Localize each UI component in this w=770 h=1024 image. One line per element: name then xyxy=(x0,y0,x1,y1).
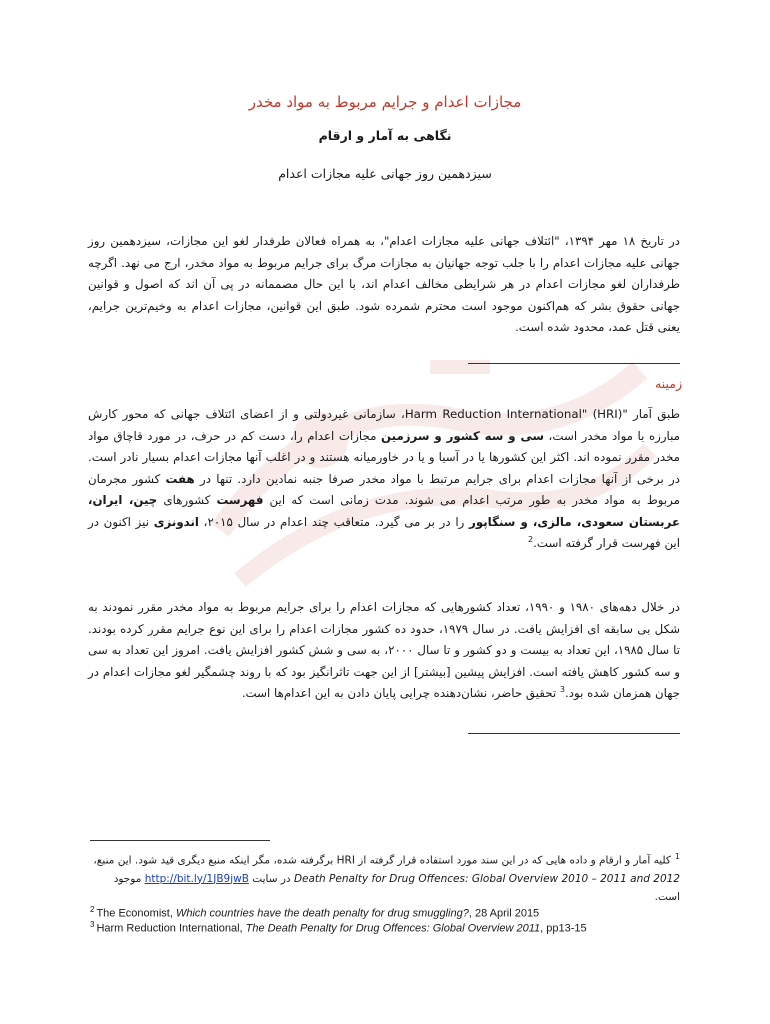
background-paragraph-1: طبق آمار "Harm Reduction International" (HRI)، سازمانی غیردولتی و از اعضای ائتلاف جهانی که محور کارش مبارزه با مواد مخدر است، سی و سه کشور و سرزمین مجازات اعدام را، دست کم در حرف، در مورد قاچاق مواد مخدر مقرر نموده اند. اکثر این کشورها یا در آسیا و یا در خاورمیانه هستند و در اغلب آنها مجازات اعدام بسیار نادر است. در برخی از آنها مجازات اعدام برای جرایم مرتبط با مواد مخدر صرفا جنبه نمادین دارد. تنها در هفت کشور مجرمان مربوط به مواد مخدر به طور مرتب اعدام می شوند. مدت زمانی است که این فهرست کشورهای چین، ایران، عربستان سعودی، مالزی، و سنگاپور را در بر می گیرد. متعاقب چند اعدام در سال ۲۰۱۵، اندونزی نیز اکنون در این فهرست قرار گرفته است.$^2$ xyxy=(88,407,681,550)
footnote-ref-3[interactable]: 3 xyxy=(559,685,565,695)
document-subtitle: نگاهی به آمار و ارقام xyxy=(318,128,452,143)
footnote-2: $^2$ The Economist, Which countries have the death penalty for drug smuggling?, 28 April 2015 xyxy=(90,905,540,920)
footnote-separator xyxy=(90,840,270,841)
footnote-ref-2[interactable]: 2 xyxy=(528,535,534,545)
footnote-source-link[interactable]: http://bit.ly/1JB9jwB xyxy=(144,872,249,885)
intro-paragraph: در تاریخ ۱۸ مهر ۱۳۹۴، "ائتلاف جهانی علیه مجازات اعدام"، به همراه فعالان طرفدار لغو این مجازات، سیزدهمین روز جهانی علیه مجازات اعدام را با جلب توجه جهانیان به مجازات مرگ برای جرایم مربوط به مواد مخدر، ارج می نهد. اگرچه طرفداران لغو مجازات اعدام در هر شرایطی مخالف اعدام اند، با این حال مصممانه در پی آن اند که اصول و قوانین جهانی حقوق بشر که هم‌اکنون موجود است محترم شمرده شود. طبق این قوانین، مجازات اعدام به وخیم‌ترین جرایم، یعنی قتل عمد، محدود شده است. xyxy=(88,234,680,334)
section-heading: زمینه xyxy=(655,376,682,391)
document-subtitle-event: سیزدهمین روز جهانی علیه مجازات اعدام xyxy=(278,166,492,181)
footnote-3: $^3$ Harm Reduction International, The Death Penalty for Drug Offences: Global Overview 2011, pp13-15 xyxy=(90,920,587,935)
section-divider xyxy=(468,363,680,364)
document-title: مجازات اعدام و جرایم مربوط به مواد مخدر xyxy=(248,93,522,111)
section-divider xyxy=(468,733,680,734)
background-paragraph-2: در خلال دهه‌های ۱۹۸۰ و ۱۹۹۰، تعداد کشورهایی که مجازات اعدام را برای جرایم مربوط به مواد مخدر مقرر نمودند به شکل بی سابقه ای افزایش یافت. در سال ۱۹۷۹، حدود ده کشور مجازات اعدام را برای این نوع جرایم مقرر کرده بودند. تا سال ۱۹۸۵، این تعداد به بیست و دو کشور و تا سال ۲۰۰۰، به سی و شش کشور افزایش یافت. امروز این تعداد به سی و سه کشور کاهش یافته است. افزایش پیشین [بیشتر] از این جهت تاثرانگیز بود که با روند چشمگیر لغو مجازات اعدام در جهان همزمان شده بود.$^3$ تحقیق حاضر، نشان‌دهنده چرایی پایان دادن به این اعدام‌ها است. xyxy=(88,600,681,700)
footnote-1: $^1$کلیه آمار و ارقام و داده هایی که در این سند مورد استفاده قرار گرفته از HRI برگرفته شده، مگر اینکه منبع دیگری قید شود. این منبع، Death Penalty for Drug Offences: Global Overview 2010 – 2011 and 2012 در سایت http://bit.ly/1JB9jwB موجود است. xyxy=(93,852,680,903)
